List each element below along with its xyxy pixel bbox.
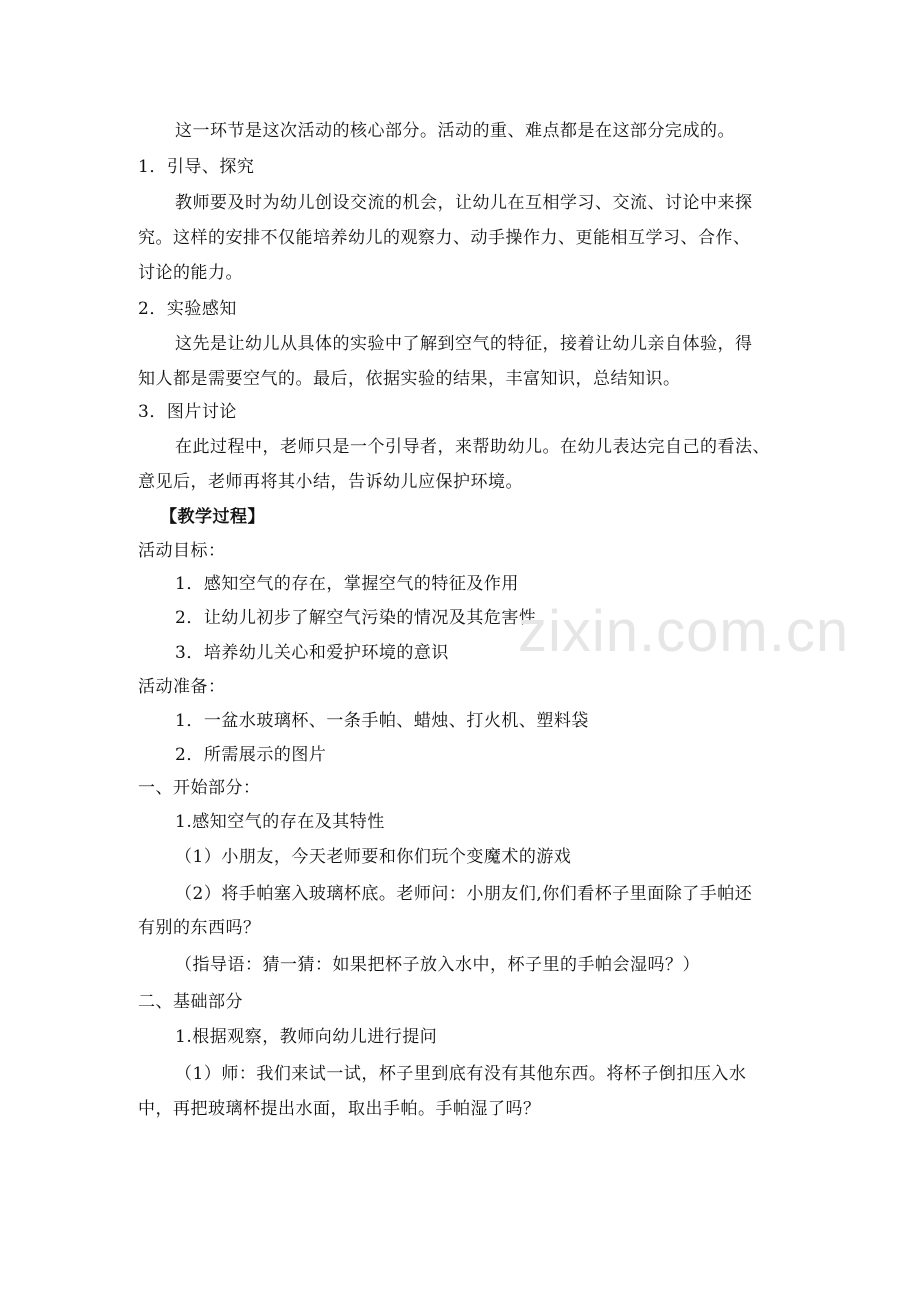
paragraph-line: 究。这样的安排不仅能培养幼儿的观察力、动手操作力、更能相互学习、合作、 xyxy=(138,228,751,248)
list-item: 2．所需展示的图片 xyxy=(175,745,327,765)
section-heading: 1．引导、探究 xyxy=(138,157,255,177)
list-item: 2．让幼儿初步了解空气污染的情况及其危害性 xyxy=(175,608,537,628)
paragraph-line: 中，再把玻璃杯提出水面，取出手帕。手帕湿了吗？ xyxy=(138,1099,541,1119)
paragraph-line: 知人都是需要空气的。最后，依据实验的结果，丰富知识，总结知识。 xyxy=(138,369,681,389)
list-item: 1．感知空气的存在，掌握空气的特征及作用 xyxy=(175,574,519,594)
section-title: 【教学过程】 xyxy=(160,507,265,527)
watermark: zixin.com.cn xyxy=(518,599,850,664)
paragraph-line: 在此过程中，老师只是一个引导者，来帮助幼儿。在幼儿表达完自己的看法、 xyxy=(175,437,770,457)
paragraph-line: 讨论的能力。 xyxy=(138,263,243,283)
section-heading: 二、基础部分 xyxy=(138,992,243,1012)
paragraph-line: （指导语：猜一猜：如果把杯子放入水中，杯子里的手帕会湿吗？） xyxy=(175,955,700,975)
paragraph-line: 意见后，老师再将其小结，告诉幼儿应保护环境。 xyxy=(138,472,523,492)
paragraph-line: 这先是让幼儿从具体的实验中了解到空气的特征，接着让幼儿亲自体验，得 xyxy=(175,334,753,354)
list-item: 1．一盆水玻璃杯、一条手帕、蜡烛、打火机、塑料袋 xyxy=(175,711,589,731)
section-heading: 3．图片讨论 xyxy=(138,402,237,422)
list-item: 1.根据观察，教师向幼儿进行提问 xyxy=(175,1027,438,1047)
paragraph-line: 教师要及时为幼儿创设交流的机会，让幼儿在互相学习、交流、讨论中来探 xyxy=(175,193,753,213)
subheading: 活动目标： xyxy=(138,541,226,561)
section-heading: 2．实验感知 xyxy=(138,299,237,319)
section-heading: 一、开始部分： xyxy=(138,778,261,798)
paragraph-line: 有别的东西吗？ xyxy=(138,918,261,938)
list-item: 3．培养幼儿关心和爱护环境的意识 xyxy=(175,643,449,663)
subheading: 活动准备： xyxy=(138,677,226,697)
paragraph-line: （1）师：我们来试一试，杯子里到底有没有其他东西。将杯子倒扣压入水 xyxy=(175,1064,747,1084)
paragraph-line: （1）小朋友，今天老师要和你们玩个变魔术的游戏 xyxy=(175,847,572,867)
list-item: 1.感知空气的存在及其特性 xyxy=(175,812,385,832)
paragraph-line: 这一环节是这次活动的核心部分。活动的重、难点都是在这部分完成的。 xyxy=(175,121,735,141)
paragraph-line: （2）将手帕塞入玻璃杯底。老师问：小朋友们,你们看杯子里面除了手帕还 xyxy=(175,884,753,904)
